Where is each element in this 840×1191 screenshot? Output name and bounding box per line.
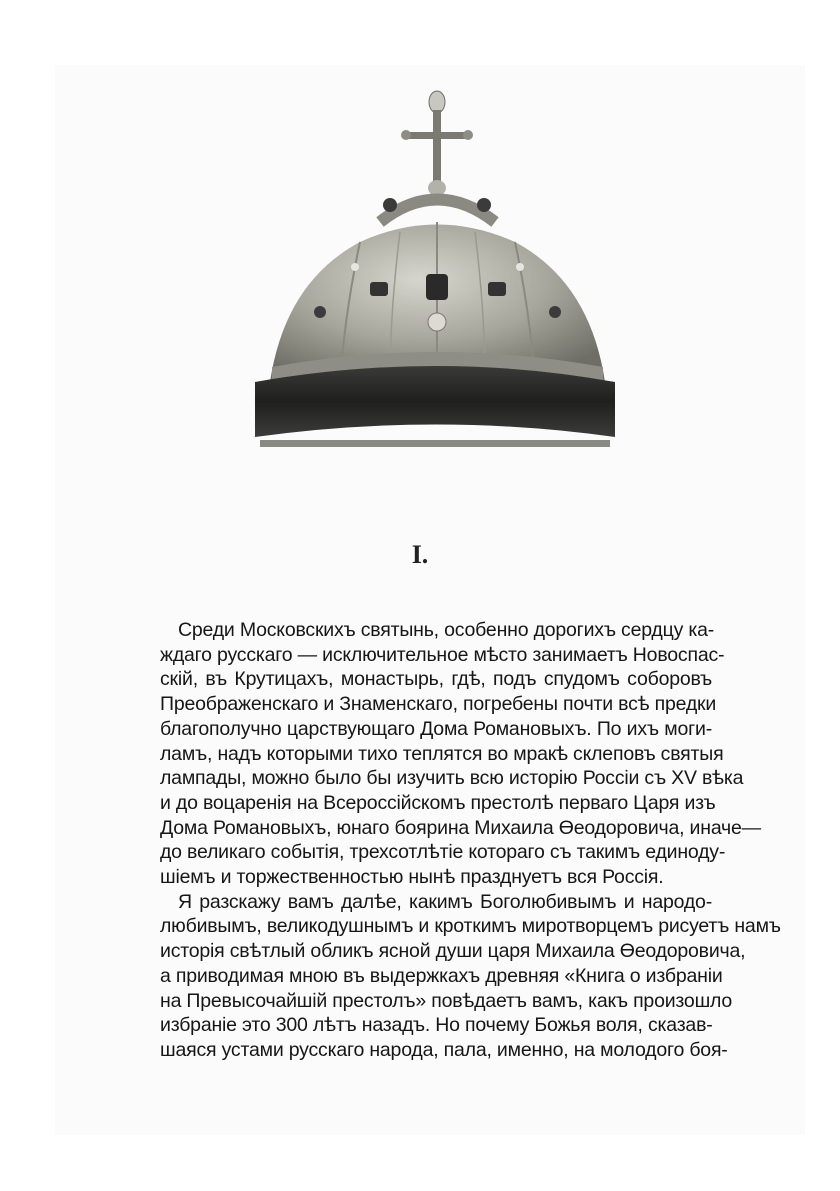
- text-line: шаяся устами русскаго народа, пала, именно, на молодого боя-: [160, 1038, 728, 1061]
- text-line: любивымъ, великодушнымъ и кроткимъ миротворцемъ рисуетъ намъ: [160, 915, 781, 938]
- text-line: ждаго русскаго — исключительное мѣсто занимаетъ Новоспас-: [160, 643, 725, 666]
- text-line: шіемъ и торжественностью нынѣ празднуетъ вся Россія.: [160, 866, 664, 889]
- text-line: Я разскажу вамъ далѣе, какимъ Боголюбивымъ и народо-: [178, 890, 712, 913]
- text-line: Среди Московскихъ святынь, особенно дорогихъ сердцу ка-: [178, 619, 715, 641]
- text-line: избраніе это 300 лѣтъ назадъ. Но почему Божья воля, сказав-: [160, 1014, 713, 1037]
- text-line: до великаго событія, трехсотлѣтіе котораго съ такимъ единоду-: [160, 841, 726, 864]
- text-line: лампады, можно было бы изучить всю исторію Россіи съ XV вѣка: [160, 767, 744, 790]
- section-number: I.: [411, 540, 429, 569]
- text-line: на Превысочайшій престолъ» повѣдаетъ вамъ, какъ произошло: [160, 989, 733, 1012]
- text-line: благополучно царствующаго Дома Романовыхъ. По ихъ моги-: [160, 717, 712, 740]
- text-line: Дома Романовыхъ, юнаго боярина Михаила Өеодоровича, иначе—: [160, 816, 761, 839]
- crown-illustration: [250, 82, 620, 447]
- text-line: Преображенскаго и Знаменскаго, погребены почти всѣ предки: [160, 693, 717, 716]
- text-line: ламъ, надъ которыми тихо теплятся во мракѣ склеповъ святыя: [160, 742, 724, 765]
- text-line: скій, въ Крутицахъ, монастырь, гдѣ, подъ спудомъ соборовъ: [160, 668, 712, 691]
- paragraph-2: [160, 890, 781, 1063]
- text-line: а приводимая мною въ выдержкахъ древняя «Книга о избраніи: [160, 964, 723, 987]
- body-text: [160, 618, 781, 1063]
- paragraph-1: [160, 618, 761, 890]
- text-line: исторія свѣтлый обликъ ясной души царя Михаила Өеодоровича,: [160, 940, 746, 963]
- text-line: и до воцаренія на Всероссійскомъ престолѣ перваго Царя изъ: [160, 791, 716, 814]
